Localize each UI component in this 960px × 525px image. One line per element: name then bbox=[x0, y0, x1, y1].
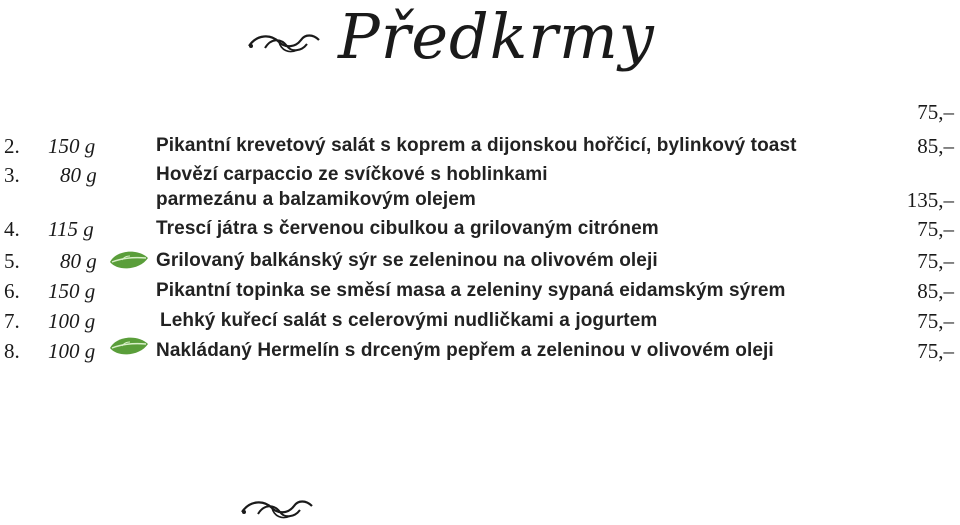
item-price-1: 75,– bbox=[917, 100, 954, 124]
page-title: Předkrmy bbox=[338, 0, 655, 73]
item-weight: 100 g bbox=[48, 309, 96, 333]
item-weight: 80 g bbox=[60, 163, 97, 187]
item-price: 85,– bbox=[917, 134, 954, 158]
item-description: Pikantní krevetový salát s koprem a dijonskou hořčicí, bylinkový toast bbox=[156, 135, 797, 156]
item-price: 75,– bbox=[917, 249, 954, 273]
item-description: Trescí játra s červenou cibulkou a grilovaným citrónem bbox=[156, 218, 659, 239]
item-description: Lehký kuřecí salát s celerovými nudličkami a jogurtem bbox=[160, 310, 658, 331]
item-number: 7. bbox=[4, 309, 20, 333]
item-number: 4. bbox=[4, 217, 20, 241]
title-flourish-icon bbox=[245, 28, 323, 56]
item-weight: 150 g bbox=[48, 279, 96, 303]
item-weight: 150 g bbox=[48, 134, 96, 158]
item-description-line-2: parmezánu a balzamikovým olejem bbox=[156, 189, 476, 210]
item-description: Grilovaný balkánský sýr se zeleninou na olivovém oleji bbox=[156, 250, 658, 271]
item-number: 3. bbox=[4, 163, 20, 187]
item-weight: 100 g bbox=[48, 339, 96, 363]
item-description: Nakládaný Hermelín s drceným pepřem a zeleninou v olivovém oleji bbox=[156, 340, 774, 361]
item-description-line-1: Hovězí carpaccio ze svíčkové s hoblinkami bbox=[156, 164, 548, 185]
item-number: 6. bbox=[4, 279, 20, 303]
item-price: 135,– bbox=[906, 188, 954, 212]
item-number: 8. bbox=[4, 339, 20, 363]
item-price: 85,– bbox=[917, 279, 954, 303]
leaf-icon bbox=[108, 334, 150, 365]
bottom-flourish-icon bbox=[238, 494, 316, 522]
item-price: 75,– bbox=[917, 309, 954, 333]
item-price: 75,– bbox=[917, 217, 954, 241]
leaf-icon bbox=[108, 248, 150, 279]
item-price: 75,– bbox=[917, 339, 954, 363]
item-weight: 115 g bbox=[48, 217, 94, 241]
item-number: 5. bbox=[4, 249, 20, 273]
item-weight: 80 g bbox=[60, 249, 97, 273]
item-description: Pikantní topinka se směsí masa a zeleniny sypaná eidamským sýrem bbox=[156, 280, 786, 301]
item-number: 2. bbox=[4, 134, 20, 158]
